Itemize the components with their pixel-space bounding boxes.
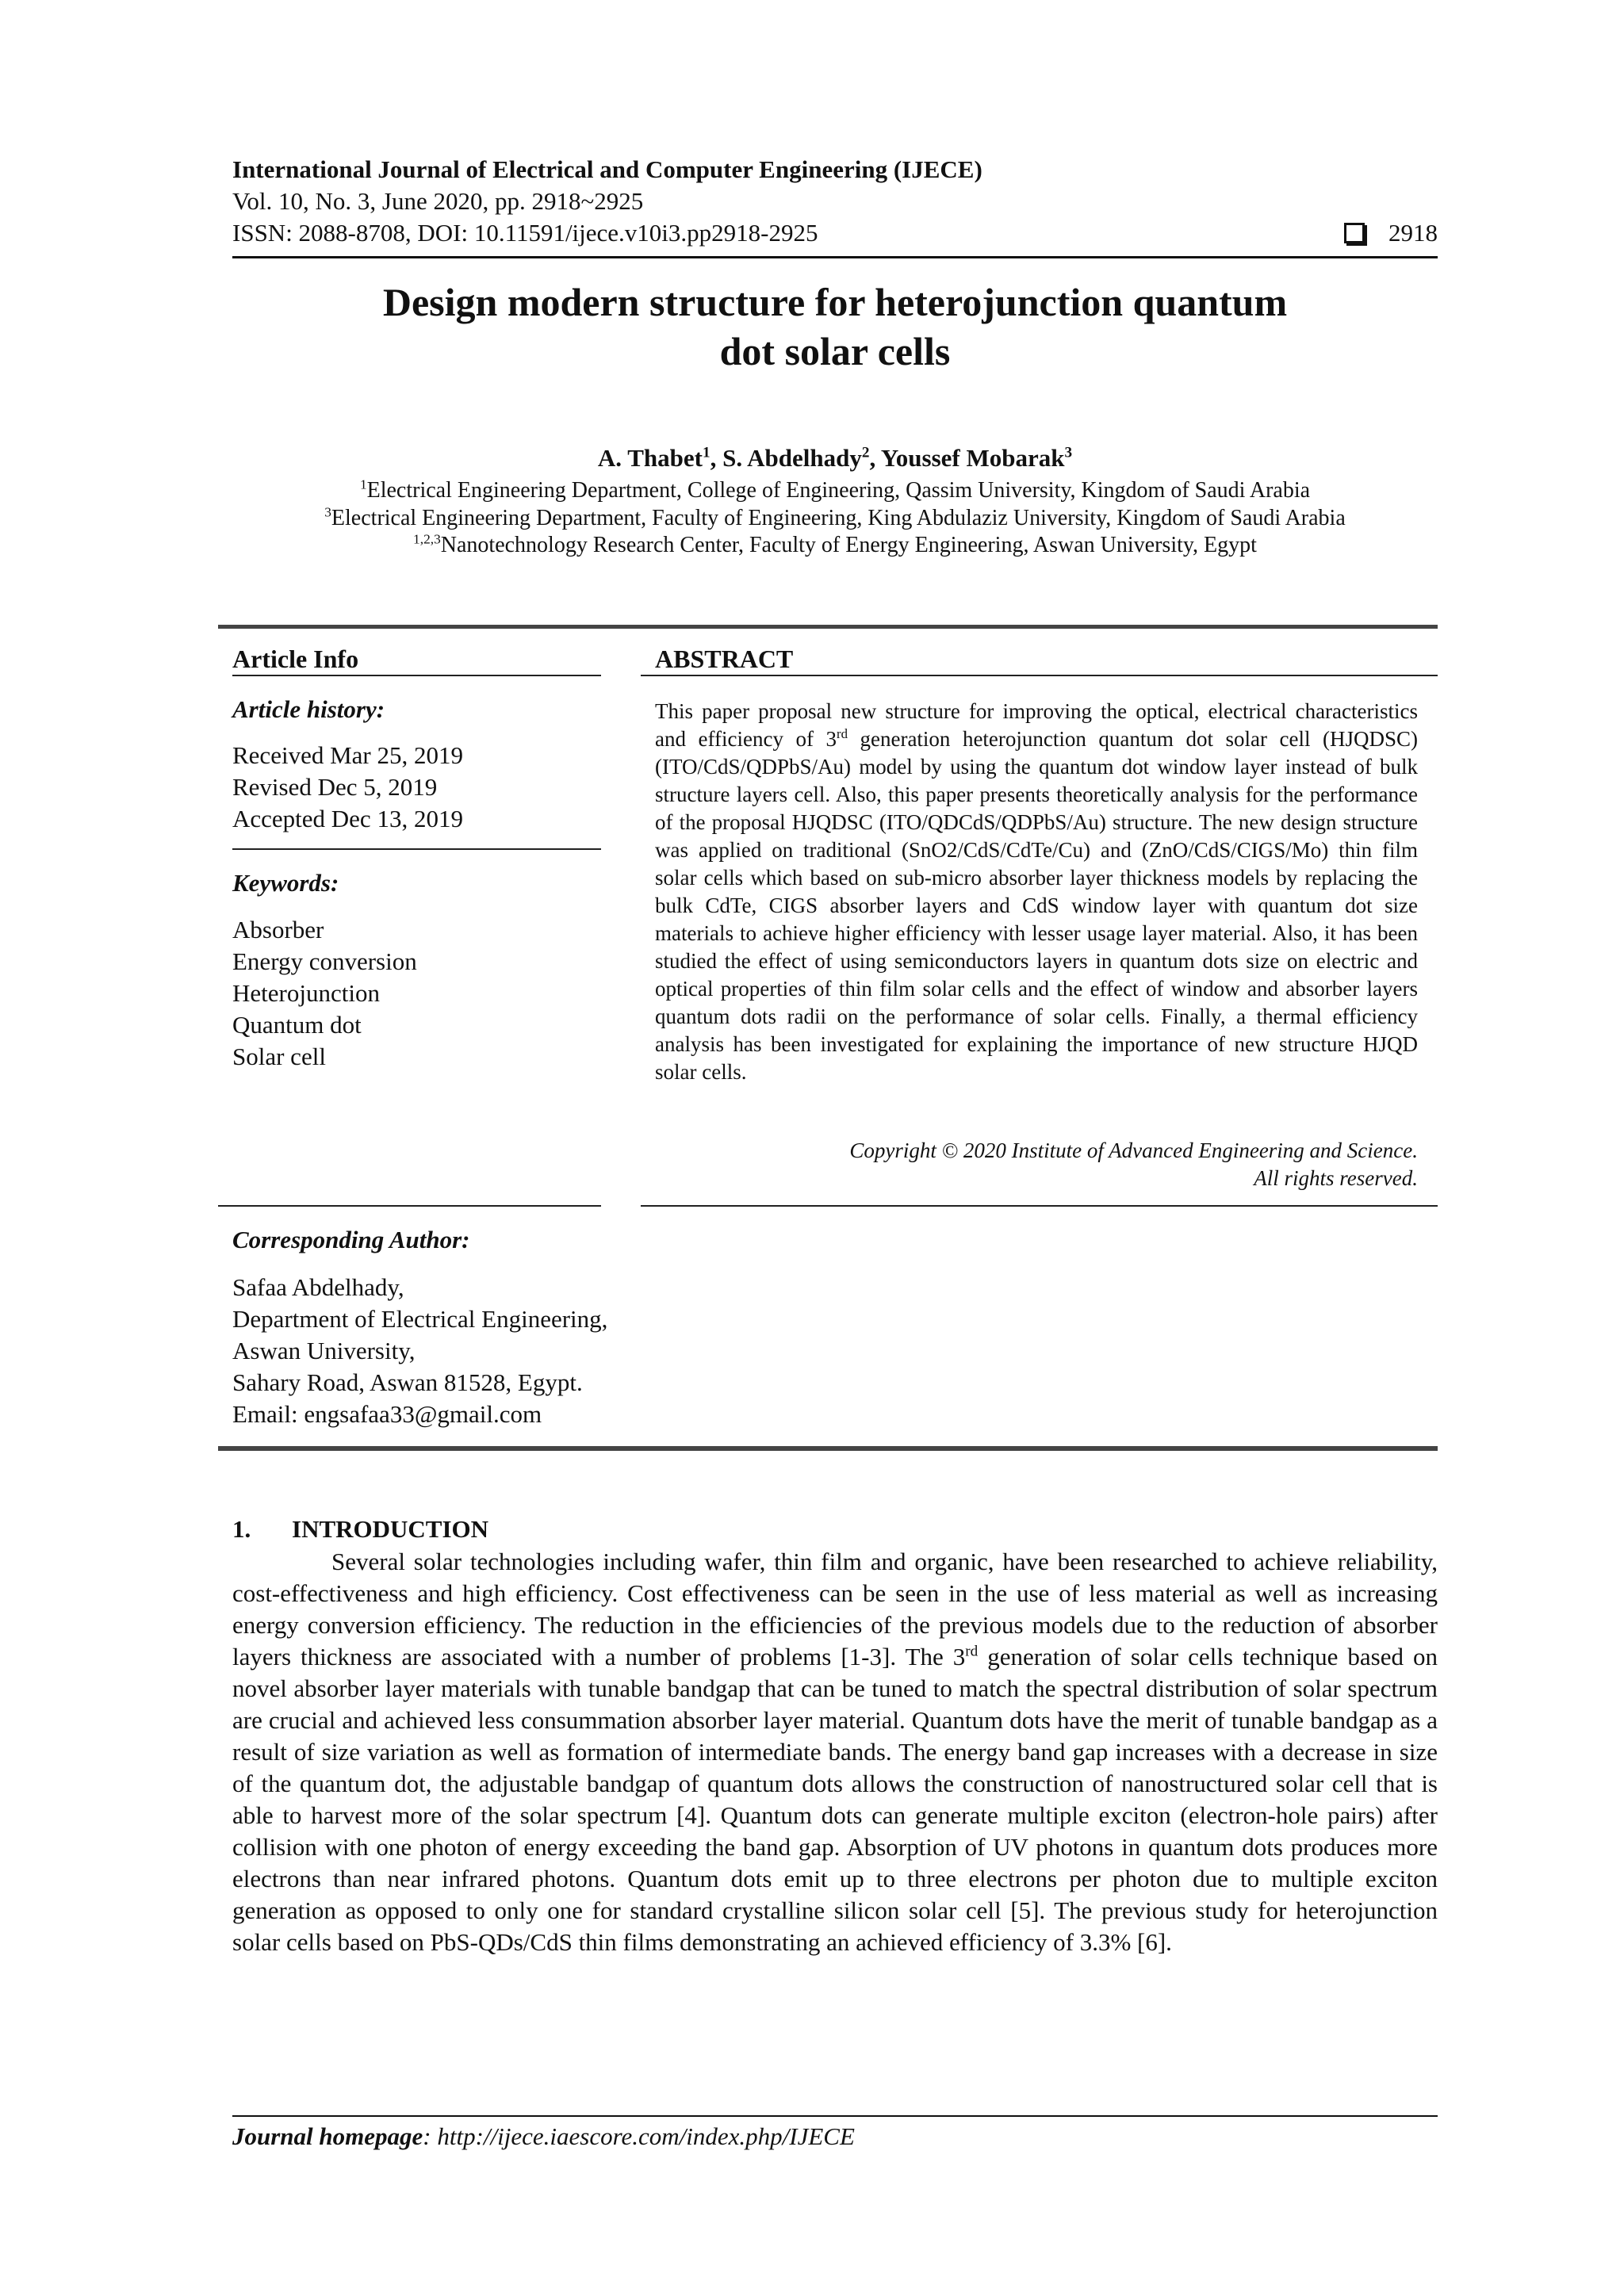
footer-rule [232, 2115, 1438, 2117]
history-rule [232, 848, 601, 850]
journal-homepage-label: Journal homepage [232, 2122, 423, 2150]
journal-issn: ISSN: 2088-8708, DOI: 10.11591/ijece.v10i3.pp2918-2925 [232, 219, 818, 247]
copyright-notice [655, 1137, 1418, 1192]
paper-title-line1: Design modern structure for heterojunction quantum [382, 280, 1288, 324]
affiliation-mark: 1 [359, 476, 367, 492]
author-list: A. Thabet$^1$, S. Abdelhady$^2$, Youssef Mobarak$^3$ [597, 444, 1073, 472]
keywords-heading: Keywords: [232, 869, 339, 897]
introduction-text-part: Several solar technologies including wafer, thin film and organic, have been researched to achieve reliability, cost-effectiveness and high efficiency. Cost effectiveness can be seen in the use of less material as well as increasing energy conversion efficiency. The reduction in the efficiencies of the previous models due to the reduction of absorber layers thickness are associated with a number of problems [1-3]. The 3 [232, 1548, 1438, 1670]
author-name: Youssef Mobarak [880, 444, 1065, 472]
author-affiliation-mark: 3 [1064, 444, 1073, 461]
paper-title-line2: dot solar cells [719, 329, 951, 373]
keyword: Heterojunction [232, 979, 380, 1007]
introduction-text-part: generation of solar cells technique based on novel absorber layer materials with tunable bandgap that can be tuned to match the spectral distribution of solar spectrum are crucial and achieved less consummation absorber layer material. Quantum dots have the merit of tunable bandgap as a result of size variation as well as formation of intermediate bands. The energy band gap increases with a decrease in size of the quantum dot, the adjustable bandgap of quantum dots allows the construction of nanostructured solar cell that is able to harvest more of the solar spectrum [4]. Quantum dots can generate multiple exciton (electron-hole pairs) after collision with one photon of energy exceeding the band gap. Absorption of UV photons in quantum dots produces more electrons than near infrared photons. Quantum dots emit up to three electrons per photon due to multiple exciton generation as opposed to only one for standard crystalline silicon solar cell [5]. The previous study for heterojunction solar cells based on PbS-QDs/CdS thin films demonstrating an achieved efficiency of 3.3% [6]. [232, 1643, 1438, 1956]
accepted-date: Accepted Dec 13, 2019 [232, 805, 463, 832]
author-affiliation-mark: 1 [702, 444, 710, 461]
abstract-body [655, 698, 1418, 1086]
abstract-text-part: This paper proposal new structure for improving the optical, electrical characteristics and efficiency of 3 [655, 699, 1418, 751]
author-name: A. Thabet [597, 444, 703, 472]
square-bullet-icon [1344, 223, 1365, 243]
paper-title [232, 277, 1438, 376]
copyright-line: All rights reserved. [1254, 1166, 1418, 1190]
corresponding-author-details [232, 1272, 607, 1430]
corresponding-author-email: Email: engsafaa33@gmail.com [232, 1400, 542, 1428]
journal-issn-row [232, 218, 1438, 248]
received-date: Received Mar 25, 2019 [232, 741, 463, 769]
info-table-top-rule [218, 625, 1438, 629]
corresponding-author-university: Aswan University, [232, 1337, 416, 1364]
header-rule [232, 256, 1438, 258]
affiliation [232, 477, 1438, 504]
copyright-line: Copyright © 2020 Institute of Advanced Engineering and Science. [849, 1138, 1418, 1162]
page-number-group [1344, 218, 1438, 248]
section-number: 1. [232, 1515, 251, 1543]
keywords-rule [218, 1205, 601, 1207]
corresponding-author-name: Safaa Abdelhady, [232, 1273, 404, 1301]
abstract-heading-rule [641, 675, 1438, 676]
affiliation-mark: 3 [324, 504, 331, 520]
journal-homepage: Journal homepage: http://ijece.iaescore.com/index.php/IJECE [232, 2122, 855, 2150]
article-history-heading: Article history: [232, 695, 385, 723]
introduction-superscript: rd [965, 1643, 979, 1660]
keyword: Solar cell [232, 1043, 326, 1070]
journal-name: International Journal of Electrical and Computer Engineering (IJECE) [232, 155, 982, 183]
keyword: Absorber [232, 916, 324, 943]
affiliation [232, 505, 1438, 532]
introduction-heading [232, 1514, 488, 1544]
corresponding-author-address: Sahary Road, Aswan 81528, Egypt. [232, 1368, 583, 1396]
affiliation [232, 532, 1438, 559]
introduction-body [232, 1546, 1438, 1958]
affiliation-mark: 1,2,3 [413, 531, 441, 547]
page-number: 2918 [1388, 219, 1438, 247]
corresponding-author-department: Department of Electrical Engineering, [232, 1305, 608, 1333]
abstract-heading: ABSTRACT [655, 645, 794, 673]
article-info-heading: Article Info [232, 645, 359, 673]
abstract-text-part: generation heterojunction quantum dot solar cell (HJQDSC) (ITO/CdS/QDPbS/Au) model by using the quantum dot window layer instead of bulk structure layers cell. Also, this paper presents theoretically analysis for the performance of the proposal HJQDSC (ITO/QDCdS/QDPbS/Au) structure. The new design structure was applied on traditional (SnO2/CdS/CdTe/Cu) and (ZnO/CdS/CIGS/Mo) thin film solar cells which based on sub-micro absorber layer thickness models by replacing the bulk CdTe, CIGS absorber layers and CdS window layer with quantum dot size materials to achieve higher efficiency with lesser usage layer material. Also, it has been studied the effect of using semiconductors layers in quantum dots size on electric and optical properties of thin film solar cells and the effect of window and absorber layers quantum dots radii on the performance of solar cells. Finally, a thermal efficiency analysis has been investigated for explaining the importance of new structure HJQD solar cells. [655, 727, 1418, 1084]
author-affiliation-mark: 2 [861, 444, 870, 461]
info-table-bottom-rule [218, 1446, 1438, 1451]
abstract-bottom-rule [641, 1205, 1438, 1207]
section-title: INTRODUCTION [292, 1515, 489, 1543]
corresponding-author-heading: Corresponding Author: [232, 1226, 470, 1253]
affiliation-text: Electrical Engineering Department, College of Engineering, Qassim University, Kingdom of Saudi Arabia [366, 478, 1311, 503]
article-info-heading-rule [232, 675, 601, 676]
keywords-list [232, 914, 417, 1073]
abstract-superscript: rd [837, 726, 848, 741]
author-name: S. Abdelhady [722, 444, 862, 472]
affiliation-text: Nanotechnology Research Center, Faculty of Energy Engineering, Aswan University, Egypt [440, 533, 1257, 557]
revised-date: Revised Dec 5, 2019 [232, 773, 438, 801]
journal-volume: Vol. 10, No. 3, June 2020, pp. 2918~2925 [232, 187, 644, 215]
keyword: Quantum dot [232, 1011, 362, 1039]
article-history-list [232, 740, 463, 835]
affiliation-text: Electrical Engineering Department, Faculty of Engineering, King Abdulaziz University, Kingdom of Saudi Arabia [331, 506, 1346, 530]
journal-homepage-link[interactable]: http://ijece.iaescore.com/index.php/IJECE [437, 2122, 855, 2150]
keyword: Energy conversion [232, 947, 417, 975]
